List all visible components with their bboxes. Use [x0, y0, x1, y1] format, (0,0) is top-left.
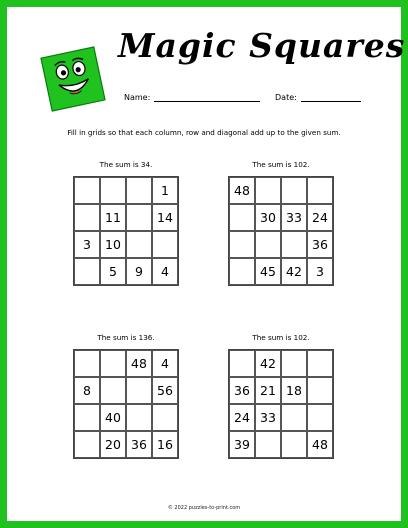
grid-cell[interactable]: [281, 404, 307, 431]
puzzle-2: [228, 160, 334, 286]
grid-cell[interactable]: [281, 350, 307, 377]
grid-cell[interactable]: 16: [152, 431, 178, 458]
grid-cell[interactable]: 8: [74, 377, 100, 404]
grid-cell[interactable]: 56: [152, 377, 178, 404]
grid-cell[interactable]: [126, 204, 152, 231]
grid-cell[interactable]: [126, 404, 152, 431]
page-title: Magic Squares: [118, 26, 406, 65]
puzzle-caption: The sum is 102.: [252, 160, 310, 169]
grid-cell[interactable]: 36: [307, 231, 333, 258]
date-field[interactable]: [275, 93, 361, 102]
grid-cell[interactable]: 39: [229, 431, 255, 458]
puzzle-3: [73, 333, 179, 459]
grid-cell[interactable]: 18: [281, 377, 307, 404]
grid-cell[interactable]: 1: [152, 177, 178, 204]
grid-cell[interactable]: [74, 431, 100, 458]
grid-cell[interactable]: 4: [152, 258, 178, 285]
grid-cell[interactable]: 20: [100, 431, 126, 458]
grid-cell[interactable]: [255, 431, 281, 458]
grid-cell[interactable]: [281, 431, 307, 458]
grid-cell[interactable]: [255, 177, 281, 204]
grid-cell[interactable]: [307, 177, 333, 204]
name-line[interactable]: [154, 93, 260, 102]
grid-cell[interactable]: [307, 377, 333, 404]
name-label: Name:: [124, 93, 151, 102]
puzzle-caption: The sum is 136.: [97, 333, 155, 342]
grid-cell[interactable]: [74, 258, 100, 285]
grid-cell[interactable]: 48: [307, 431, 333, 458]
magic-square-grid: [73, 176, 179, 286]
grid-cell[interactable]: [229, 204, 255, 231]
grid-cell[interactable]: [281, 231, 307, 258]
grid-cell[interactable]: [152, 404, 178, 431]
grid-cell[interactable]: [307, 404, 333, 431]
grid-cell[interactable]: 4: [152, 350, 178, 377]
puzzle-4: [228, 333, 334, 459]
grid-cell[interactable]: [126, 177, 152, 204]
grid-cell[interactable]: 9: [126, 258, 152, 285]
grid-cell[interactable]: [255, 231, 281, 258]
copyright-footer: © 2022 puzzles-to-print.com: [167, 505, 241, 511]
name-field[interactable]: [124, 93, 260, 102]
grid-cell[interactable]: [229, 350, 255, 377]
grid-cell[interactable]: [100, 177, 126, 204]
grid-cell[interactable]: 11: [100, 204, 126, 231]
grid-cell[interactable]: 40: [100, 404, 126, 431]
grid-cell[interactable]: 21: [255, 377, 281, 404]
grid-cell[interactable]: 10: [100, 231, 126, 258]
grid-cell[interactable]: 30: [255, 204, 281, 231]
grid-cell[interactable]: [74, 404, 100, 431]
grid-cell[interactable]: 3: [74, 231, 100, 258]
grid-cell[interactable]: 36: [126, 431, 152, 458]
grid-cell[interactable]: [126, 231, 152, 258]
magic-square-grid: [73, 349, 179, 459]
grid-cell[interactable]: 33: [255, 404, 281, 431]
grid-cell[interactable]: 42: [255, 350, 281, 377]
green-square-mascot-icon: [40, 44, 106, 114]
grid-cell[interactable]: [74, 350, 100, 377]
grid-cell[interactable]: 3: [307, 258, 333, 285]
grid-cell[interactable]: 36: [229, 377, 255, 404]
grid-cell[interactable]: 42: [281, 258, 307, 285]
grid-cell[interactable]: [126, 377, 152, 404]
grid-cell[interactable]: 48: [229, 177, 255, 204]
grid-cell[interactable]: 24: [229, 404, 255, 431]
grid-cell[interactable]: 14: [152, 204, 178, 231]
grid-cell[interactable]: 5: [100, 258, 126, 285]
puzzle-1: [73, 160, 179, 286]
grid-cell[interactable]: 48: [126, 350, 152, 377]
grid-cell[interactable]: [307, 350, 333, 377]
date-line[interactable]: [301, 93, 361, 102]
grid-cell[interactable]: [229, 231, 255, 258]
date-label: Date:: [275, 93, 297, 102]
grid-cell[interactable]: 33: [281, 204, 307, 231]
grid-cell[interactable]: [229, 258, 255, 285]
grid-cell[interactable]: [74, 204, 100, 231]
grid-cell[interactable]: [100, 377, 126, 404]
puzzle-caption: The sum is 34.: [99, 160, 153, 169]
grid-cell[interactable]: [152, 231, 178, 258]
puzzle-caption: The sum is 102.: [252, 333, 310, 342]
instructions: Fill in grids so that each column, row and diagonal add up to the given sum.: [67, 128, 341, 137]
magic-square-grid: [228, 176, 334, 286]
magic-square-grid: [228, 349, 334, 459]
grid-cell[interactable]: 45: [255, 258, 281, 285]
grid-cell[interactable]: 24: [307, 204, 333, 231]
grid-cell[interactable]: [100, 350, 126, 377]
grid-cell[interactable]: [74, 177, 100, 204]
grid-cell[interactable]: [281, 177, 307, 204]
